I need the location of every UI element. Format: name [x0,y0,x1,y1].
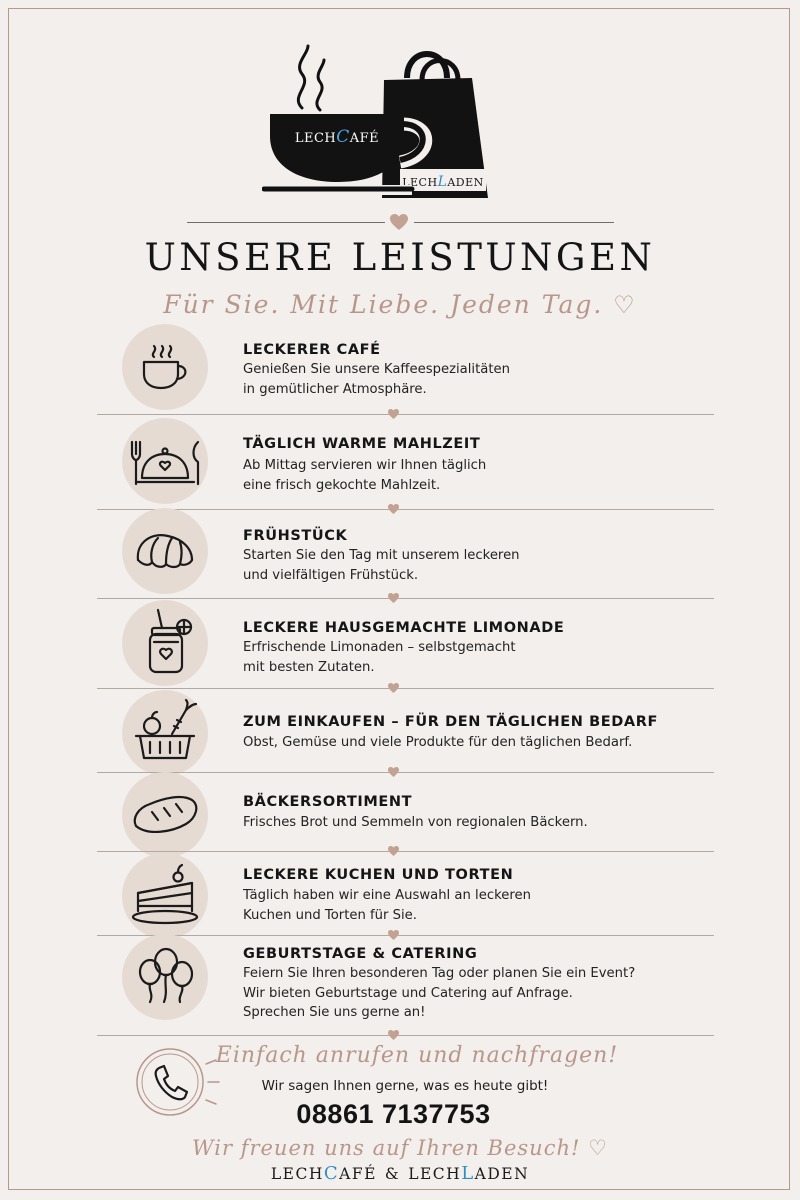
service-title-coffee: LECKERER CAFÉ [243,342,381,358]
service-title-croissant: FRÜHSTÜCK [243,528,348,544]
logo-laden-suffix: ADEN [447,176,484,189]
service-description: in gemütlicher Atmosphäre. [243,381,427,397]
logo [262,38,502,203]
tagline-text: Für Sie. Mit Liebe. Jeden Tag. [163,290,604,319]
balloons-icon [122,934,208,1020]
heart-outline-icon: ♡ [588,1136,608,1160]
logo-cafe-suffix: AFÉ [349,131,380,146]
farewell [0,1136,800,1160]
service-description: Genießen Sie unsere Kaffeespezialitäten [243,362,510,377]
heart-icon [387,503,400,515]
logo-laden-accent: L [437,174,448,190]
service-title-grocery-basket: ZUM EINKAUFEN – FÜR DEN TÄGLICHEN BEDARF [243,714,658,730]
service-description: mit besten Zutaten. [243,659,375,675]
heart-outline-icon: ♡ [613,291,637,319]
separator-line [97,598,714,599]
service-title-cloche: TÄGLICH WARME MAHLZEIT [243,436,481,452]
svg-text:LECHLADEN [402,174,484,190]
title-rule-right [414,222,614,223]
heart-icon [387,766,400,778]
separator-line [97,414,714,415]
service-description: Frisches Brot und Semmeln von regionalen Bäckern. [243,815,588,830]
service-title-cake: LECKERE KUCHEN UND TORTEN [243,867,514,883]
heart-icon [387,1029,400,1041]
service-title-balloons: GEBURTSTAGE & CATERING [243,946,478,962]
heart-icon [389,213,409,231]
heart-icon [387,592,400,604]
service-title-lemonade-jar: LECKERE HAUSGEMACHTE LIMONADE [243,620,565,636]
logo-cafe-prefix: LECH [294,131,337,146]
croissant-icon [122,508,208,594]
call-subtext: Wir sagen Ihnen gerne, was es heute gibt! [261,1078,549,1094]
separator-line [97,688,714,689]
heart-icon [387,929,400,941]
logo-cafe-accent: C [336,127,350,147]
separator-line [97,1035,714,1036]
service-description: Täglich haben wir eine Auswahl an leckeren [243,888,531,903]
title-rule-left [187,222,385,223]
service-description: Sprechen Sie uns gerne an! [243,1005,426,1020]
service-title-bread: BÄCKERSORTIMENT [243,794,413,810]
grocery-basket-icon [122,690,208,776]
footer-brands [0,1163,800,1184]
footer-cafe: LECHCAFÉ [270,1163,377,1184]
coffee-icon [122,324,208,410]
service-description: Starten Sie den Tag mit unserem leckeren [243,548,520,563]
heart-icon [387,682,400,694]
lemonade-jar-icon [122,600,208,686]
service-description: Feiern Sie Ihren besonderen Tag oder planen Sie ein Event? [243,966,636,981]
bread-icon [122,772,208,858]
service-description: Ab Mittag servieren wir Ihnen täglich [243,458,487,473]
service-description: und vielfältigen Frühstück. [243,567,419,583]
logo-laden-prefix: LECH [402,176,438,189]
farewell-text: Wir freuen uns auf Ihren Besuch! [192,1136,581,1160]
heart-icon [387,408,400,420]
service-description: Erfrischende Limonaden – selbstgemacht [243,640,516,655]
cloche-icon [122,418,208,504]
steam-icon [298,46,324,110]
footer-ampersand: & [384,1165,401,1183]
heart-icon [387,845,400,857]
phone-number[interactable]: 08861 7137753 [296,1099,491,1129]
service-description: Wir bieten Geburtstage und Catering auf Anfrage. [243,985,573,1001]
call-to-action: Einfach anrufen und nachfragen! [215,1043,619,1068]
service-description: Obst, Gemüse und viele Produkte für den täglichen Bedarf. [243,735,633,750]
cake-icon [122,853,208,939]
page-title: UNSERE LEISTUNGEN [144,236,656,279]
service-description: Kuchen und Torten für Sie. [243,907,417,923]
service-description: eine frisch gekochte Mahlzeit. [243,477,441,493]
footer-laden: LECHLADEN [408,1163,530,1184]
tagline [0,290,800,319]
separator-line [97,851,714,852]
